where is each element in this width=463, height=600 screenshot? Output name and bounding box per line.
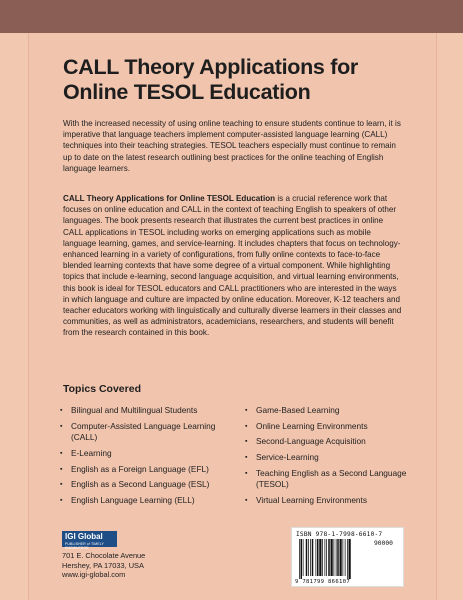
isbn-barcode — [291, 527, 404, 587]
address-city: Hershey, PA 17033, USA — [62, 560, 144, 570]
topics-list-right — [245, 405, 415, 511]
publisher-address — [62, 551, 145, 580]
topic-item: ▪ Game-Based Learning — [245, 405, 340, 415]
topic-item: ▪ English as a Foreign Language (EFL) — [60, 463, 209, 474]
description-paragraph — [63, 193, 405, 339]
title-line-1: CALL Theory Applications for — [63, 55, 359, 79]
logo-tagline: PUBLISHER of TIMELY KNOWLEDGE — [65, 542, 104, 550]
topic-item: ▪ Bilingual and Multilingual Students — [60, 405, 198, 415]
publisher-logo — [62, 531, 117, 550]
topic-item: ▪ English as a Second Language (ESL) — [60, 479, 210, 490]
bullet-icon: ▪ — [60, 422, 63, 430]
book-title — [63, 55, 403, 105]
bullet-icon: ▪ — [245, 454, 248, 462]
bullet-icon: ▪ — [60, 407, 63, 414]
address-street: 701 E. Chocolate Avenue — [62, 551, 146, 560]
topic-item: ▪ E-Learning — [60, 447, 112, 458]
top-color-band — [0, 0, 463, 33]
topic-item: ▪ Second-Language Acquisition — [245, 436, 366, 447]
bullet-icon: ▪ — [245, 407, 248, 414]
logo-text: IGI Global — [65, 532, 103, 541]
barcode-bars-icon — [299, 539, 371, 579]
topics-heading: Topics Covered — [63, 383, 141, 395]
title-line-2: Online TESOL Education — [63, 80, 311, 104]
topic-item: ▪ Online Learning Environments — [245, 420, 368, 431]
bullet-icon: ▪ — [245, 469, 248, 477]
bullet-icon: ▪ — [60, 449, 63, 457]
isbn-number: ISBN 978-1-7998-6610-7 — [296, 531, 383, 538]
topic-item: ▪ Teaching English as a Second Language (TESOL) — [245, 467, 407, 490]
bullet-icon: ▪ — [60, 481, 63, 489]
bullet-icon: ▪ — [245, 438, 248, 446]
bullet-icon: ▪ — [245, 496, 248, 504]
topic-item: ▪ Computer-Assisted Language Learning (CALL) — [60, 420, 216, 443]
topic-item: ▪ Service-Learning — [245, 452, 319, 463]
topic-item: ▪ Virtual Learning Environments — [245, 494, 367, 505]
bullet-icon: ▪ — [60, 465, 63, 473]
price-code: 90000 — [374, 540, 393, 547]
description-body: is a crucial reference work that focuses on online education and CALL in the context of teaching English to speakers of other languages. The book presents research that illustrates the current best practices in online CALL applications in TESOL including works on emerging applications such as mobile language learning, games, and service-learning. It includes chapters that focus on technology-enhanced learning in a variety of configurations, from fully online contexts to face-to-face blended learning contexts that have some degree of a virtual component. While highlighting topics that include e-learning, second language acquisition, and virtual learning environments, this book is ideal for TESOL educators and CALL practitioners who are interested in the ways in which language and culture are impacted by online education. Moreover, K-12 teachers and teacher educators working with linguistically and culturally diverse learners in their classes and communities, as well as administrators, academicians, researchers, and students will benefit from the research contained in this book. — [63, 194, 402, 338]
publisher-website[interactable]: www.igi-global.com — [62, 570, 126, 580]
intro-paragraph: With the increased necessity of using online teaching to ensure students continue to learn, it is imperative that language teachers implement computer-assisted language learning (CALL) techniques into their teaching strategies. TESOL teachers especially must continue to remain up to date on the latest research outlining best practices for the online teaching of English language learners. — [63, 119, 401, 173]
topic-item: ▪ English Language Learning (ELL) — [60, 494, 195, 505]
barcode-digits: 9 781799 866107 — [295, 579, 351, 585]
bullet-icon: ▪ — [60, 496, 63, 504]
topics-list-left — [60, 405, 230, 511]
description-lead-title: CALL Theory Applications for Online TESOL Education — [63, 194, 276, 203]
bullet-icon: ▪ — [245, 422, 248, 430]
